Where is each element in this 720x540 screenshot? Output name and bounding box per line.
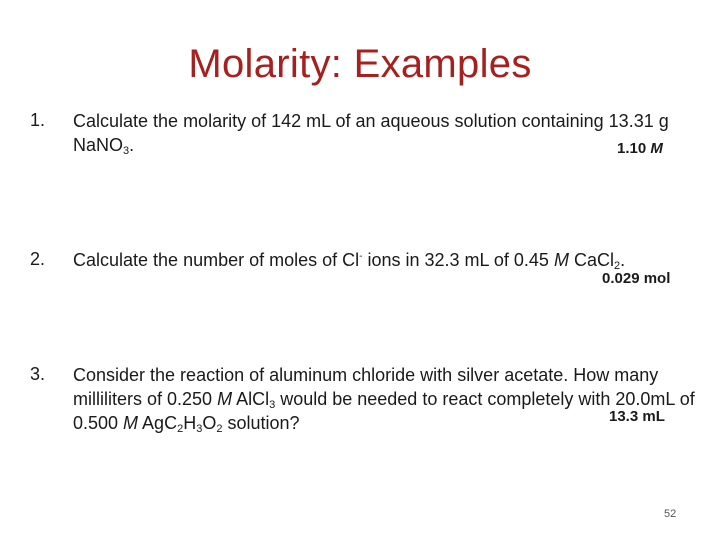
item-1-text — [73, 109, 705, 157]
item-3-subscript: 2 — [216, 423, 223, 435]
item-1-subscript: 3 — [123, 145, 130, 157]
item-1-text-part: . — [129, 135, 135, 155]
item-2-answer: 0.029 mol — [602, 270, 671, 287]
item-2-molar-symbol: M — [553, 250, 569, 270]
item-3-text-part: would be needed to react completely with 20.0mL of 0.500 — [73, 389, 695, 433]
item-1-number: 1. — [30, 110, 46, 130]
item-3-text-part: H — [183, 413, 197, 433]
item-2-number: 2. — [30, 249, 46, 269]
item-3-text-part: AgC — [138, 413, 178, 433]
item-1-answer-unit: M — [650, 140, 663, 157]
item-3-subscript: 3 — [196, 423, 203, 435]
item-2-text-part: Calculate the number of moles of Cl — [73, 250, 360, 270]
item-3-subscript: 2 — [177, 423, 184, 435]
item-2-subscript: 2 — [613, 260, 621, 272]
item-1-answer — [617, 140, 663, 157]
item-3-answer: 13.3 mL — [609, 408, 665, 425]
item-1-text-part: Calculate the molarity of 142 mL of an aqueous solution containing 13.31 g NaNO — [73, 111, 669, 155]
item-2-text-part: CaCl — [568, 250, 614, 270]
item-3-text-part: solution? — [222, 413, 300, 433]
item-2-superscript: - — [359, 251, 363, 262]
item-2-text-part: ions in 32.3 mL of 0.45 — [362, 250, 554, 270]
item-3-text-part: Consider the reaction of aluminum chloride with silver acetate. How many milliliters of 0.250 — [73, 365, 659, 409]
slide-title: Molarity: Examples — [188, 42, 532, 86]
item-2-text — [73, 248, 705, 272]
item-3-text-part: AlCl — [232, 389, 270, 409]
item-3-number: 3. — [30, 364, 46, 384]
item-3-text-part: O — [202, 413, 217, 433]
item-3-molar-symbol: M — [123, 413, 139, 433]
item-2-text-part: . — [620, 250, 626, 270]
item-3-molar-symbol: M — [217, 389, 233, 409]
item-1-answer-value: 1.10 — [617, 140, 647, 157]
item-3-subscript: 3 — [269, 399, 276, 411]
page-number: 52 — [664, 508, 677, 520]
